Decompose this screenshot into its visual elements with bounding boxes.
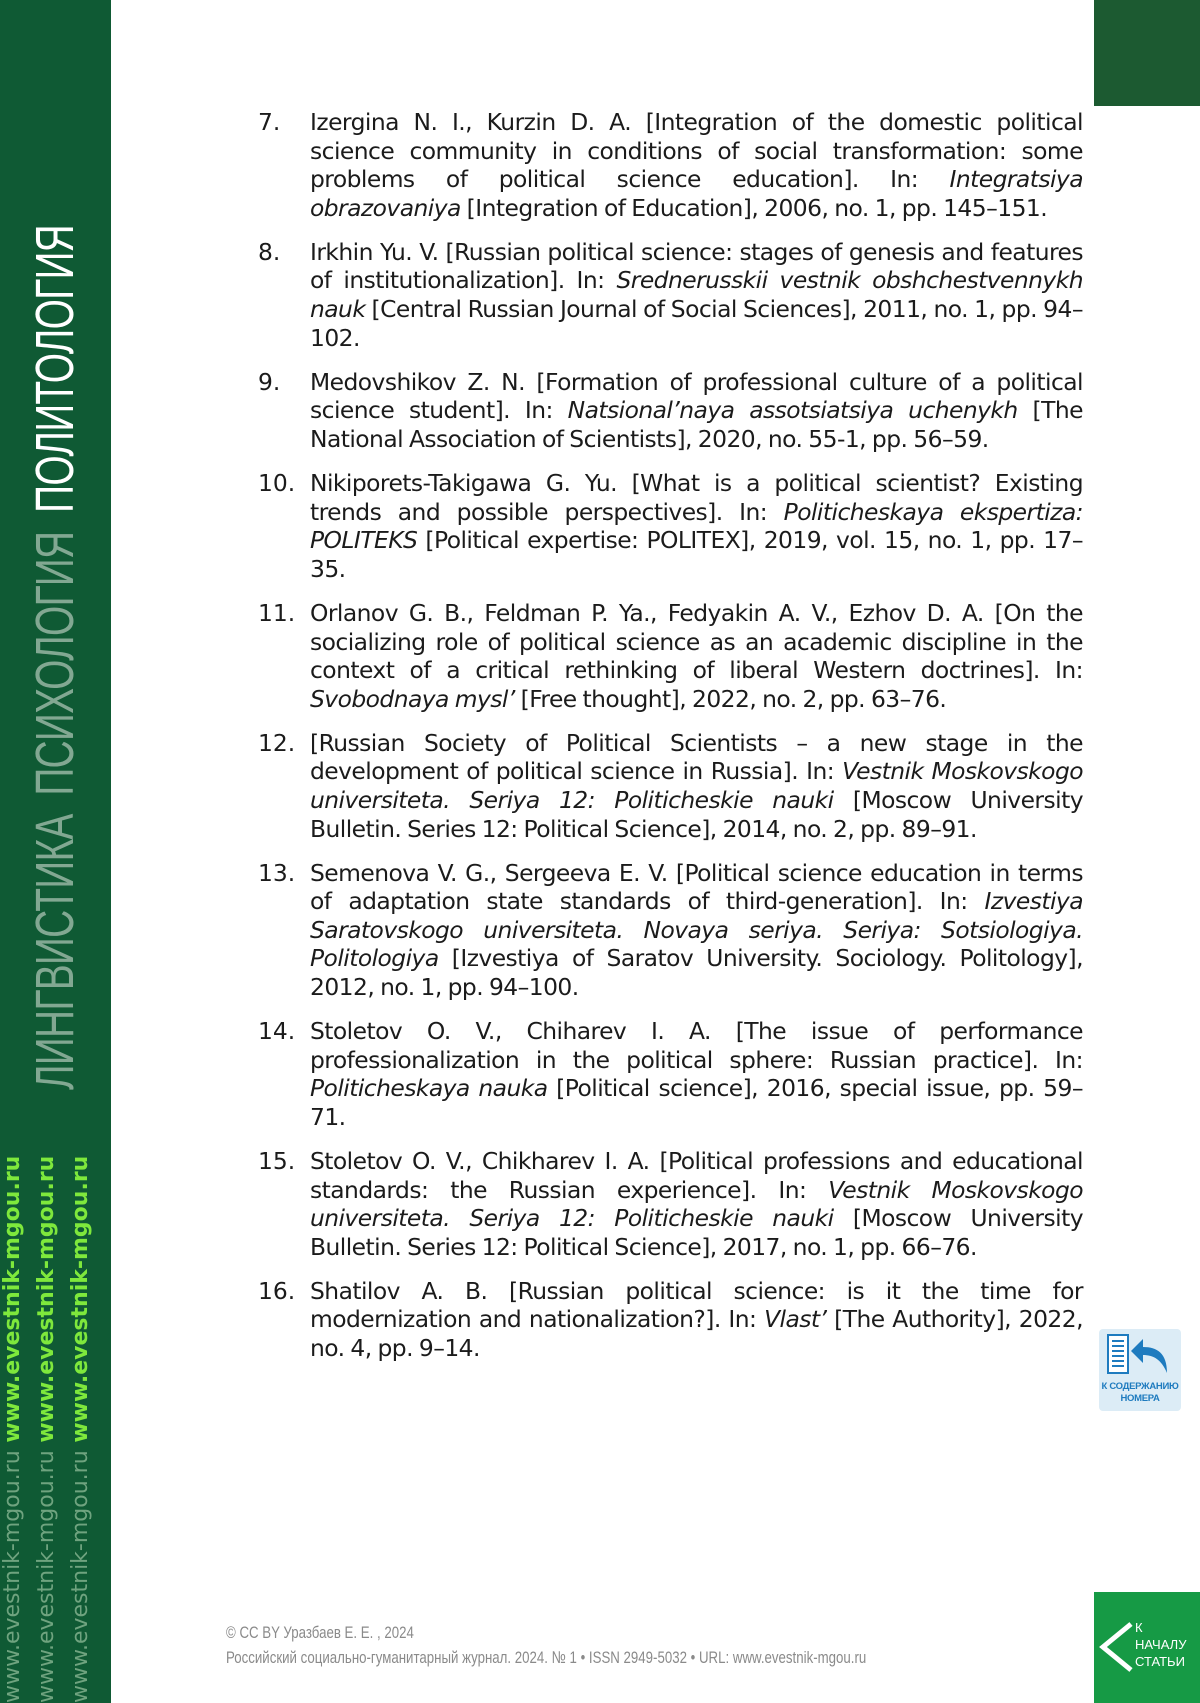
document-return-icon — [1105, 1331, 1175, 1379]
reference-item — [258, 729, 1083, 843]
reference-text: Semenova V. G., Sergeeva E. V. [Political science education in terms of adaptation state standards of third-generation]. In: — [310, 858, 1083, 916]
site-url-column-3[interactable] — [70, 1156, 92, 1703]
site-url-column-1[interactable] — [2, 1156, 24, 1703]
reference-number: 7. — [258, 108, 281, 136]
reference-item — [258, 1147, 1083, 1261]
article-label-line-3: СТАТЬИ — [1135, 1654, 1185, 1669]
reference-details: [Moscow University Bulletin. Series 12: Political Science], 2017, no. 1, pp. 66–76. — [310, 1204, 1083, 1261]
reference-source: Vestnik Moskovskogo universiteta. Seriya 12: Politicheskie nauki — [310, 1175, 1084, 1233]
footer-journal-info: Российский социально-гуманитарный журнал. 2024. № 1 • ISSN 2949-5032 • URL: www.evestnik-mgou.ru — [226, 1648, 867, 1667]
reference-number: 9. — [258, 367, 281, 396]
reference-number: 15. — [258, 1147, 296, 1175]
toc-label — [1099, 1381, 1181, 1405]
left-sidebar — [0, 0, 111, 1703]
site-url-dim: www.evestnik-mgou.ru — [34, 1450, 59, 1703]
section-titles — [25, 224, 85, 1090]
reference-text: Irkhin Yu. V. [Russian political science: stages of genesis and features of institutionalization]. In: — [310, 237, 1083, 295]
chevron-left-icon — [1097, 1622, 1137, 1672]
reference-details: [Moscow University Bulletin. Series 12: Political Science], 2014, no. 2, pp. 89–91. — [310, 785, 1083, 843]
reference-item — [258, 859, 1083, 1002]
reference-number: 10. — [258, 469, 296, 498]
site-url-column-2[interactable] — [36, 1156, 58, 1703]
reference-source: Svobodnaya mysl’ — [310, 684, 515, 713]
reference-source: Politicheskaya nauka — [310, 1074, 548, 1103]
article-label-line-1: К — [1135, 1620, 1143, 1635]
reference-source: Srednerusskii vestnik obshchestvennykh nauk — [310, 266, 1083, 324]
reference-number: 14. — [258, 1017, 296, 1046]
reference-text: Shatilov A. B. [Russian political science: is it the time for modernization and nationalization?]. In: — [310, 1276, 1083, 1334]
reference-number: 16. — [258, 1276, 296, 1305]
page-footer — [226, 1622, 866, 1669]
reference-details: [Central Russian Journal of Social Sciences], 2011, no. 1, pp. 94–102. — [310, 295, 1083, 352]
reference-source: Politicheskaya ekspertiza: POLITEKS — [310, 497, 1083, 555]
reference-text: Nikiporets-Takigawa G. Yu. [What is a political scientist? Existing trends and possible perspectives]. In: — [310, 469, 1083, 526]
reference-source: Vestnik Moskovskogo universiteta. Seriya 12: Politicheskie nauki — [310, 757, 1083, 814]
reference-details: [Political expertise: POLITEX], 2019, vol. 15, no. 1, pp. 17–35. — [310, 526, 1083, 583]
reference-text: Orlanov G. B., Feldman P. Ya., Fedyakin A. V., Ezhov D. A. [On the socializing role of political science as an academic discipline in the context of a critical rethinking of liberal Western doctrines]. In: — [310, 598, 1083, 685]
reference-details: [Integration of Education], 2006, no. 1, pp. 145–151. — [460, 193, 1048, 222]
site-url-dim: www.evestnik-mgou.ru — [0, 1450, 25, 1703]
site-url-dim: www.evestnik-mgou.ru — [68, 1450, 93, 1703]
reference-text: Stoletov O. V., Chiharev I. A. [The issue of performance professionalization in the political sphere: Russian practice]. In: — [310, 1017, 1083, 1074]
reference-item — [258, 599, 1083, 713]
site-url-link[interactable]: www.evestnik-mgou.ru — [68, 1155, 93, 1443]
reference-details: [The National Association of Scientists], 2020, no. 55-1, pp. 56–59. — [310, 396, 1083, 453]
article-label-line-2: НАЧАЛУ — [1135, 1637, 1187, 1652]
reference-source: Izvestiya Saratovskogo universiteta. Novaya seriya. Seriya: Sotsiologiya. Politologiya — [310, 887, 1083, 973]
reference-number: 11. — [258, 598, 296, 627]
toc-label-line-1: К СОДЕРЖАНИЮ — [1101, 1381, 1179, 1392]
reference-number: 12. — [258, 728, 296, 757]
article-start-label — [1135, 1619, 1199, 1670]
reference-number: 13. — [258, 858, 296, 887]
reference-text: [Russian Society of Political Scientists – a new stage in the development of political science in Russia]. In: — [310, 728, 1083, 786]
reference-text: Izergina N. I., Kurzin D. A. [Integration of the domestic political science community in conditions of social transformation: some problems of political science education]. In: — [310, 108, 1083, 194]
reference-details: [Political science], 2016, special issue, pp. 59–71. — [310, 1074, 1083, 1131]
reference-source: Vlast’ — [764, 1305, 827, 1334]
reference-text: Stoletov O. V., Chikharev I. A. [Political professions and educational standards: the Russian experience]. In: — [310, 1147, 1083, 1204]
reference-details: [Free thought], 2022, no. 2, pp. 63–76. — [514, 684, 947, 713]
corner-decoration — [1094, 0, 1200, 106]
reference-source: Integratsiya obrazovaniya — [310, 165, 1083, 222]
reference-details: [The Authority], 2022, no. 4, pp. 9–14. — [310, 1305, 1083, 1363]
reference-item — [258, 469, 1083, 583]
reference-item — [258, 1017, 1083, 1131]
reference-item — [258, 1277, 1083, 1363]
toc-label-line-2: НОМЕРА — [1120, 1393, 1160, 1404]
back-to-article-start-button[interactable] — [1094, 1592, 1200, 1703]
footer-copyright: © CC BY Уразбаев Е. Е. , 2024 — [226, 1623, 414, 1642]
subject-political-science: ПОЛИТОЛОГИЯ — [25, 224, 85, 513]
reference-text: Medovshikov Z. N. [Formation of professional culture of a political science student]. In: — [310, 367, 1083, 425]
site-url-link[interactable]: www.evestnik-mgou.ru — [34, 1155, 59, 1443]
site-url-link[interactable]: www.evestnik-mgou.ru — [0, 1155, 25, 1443]
reference-item — [258, 368, 1083, 454]
references-list — [258, 108, 1083, 1378]
reference-number: 8. — [258, 237, 281, 266]
reference-item — [258, 238, 1083, 352]
reference-item — [258, 108, 1083, 222]
subject-psychology: ПСИХОЛОГИЯ — [25, 531, 85, 796]
reference-details: [Izvestiya of Saratov University. Sociology. Politology], 2012, no. 1, pp. 94–100. — [310, 944, 1083, 1002]
reference-source: Natsional’naya assotsiatsiya uchenykh — [567, 396, 1018, 425]
table-of-contents-button[interactable] — [1099, 1329, 1181, 1411]
subject-linguistics: ЛИНГВИСТИКА — [25, 814, 85, 1090]
